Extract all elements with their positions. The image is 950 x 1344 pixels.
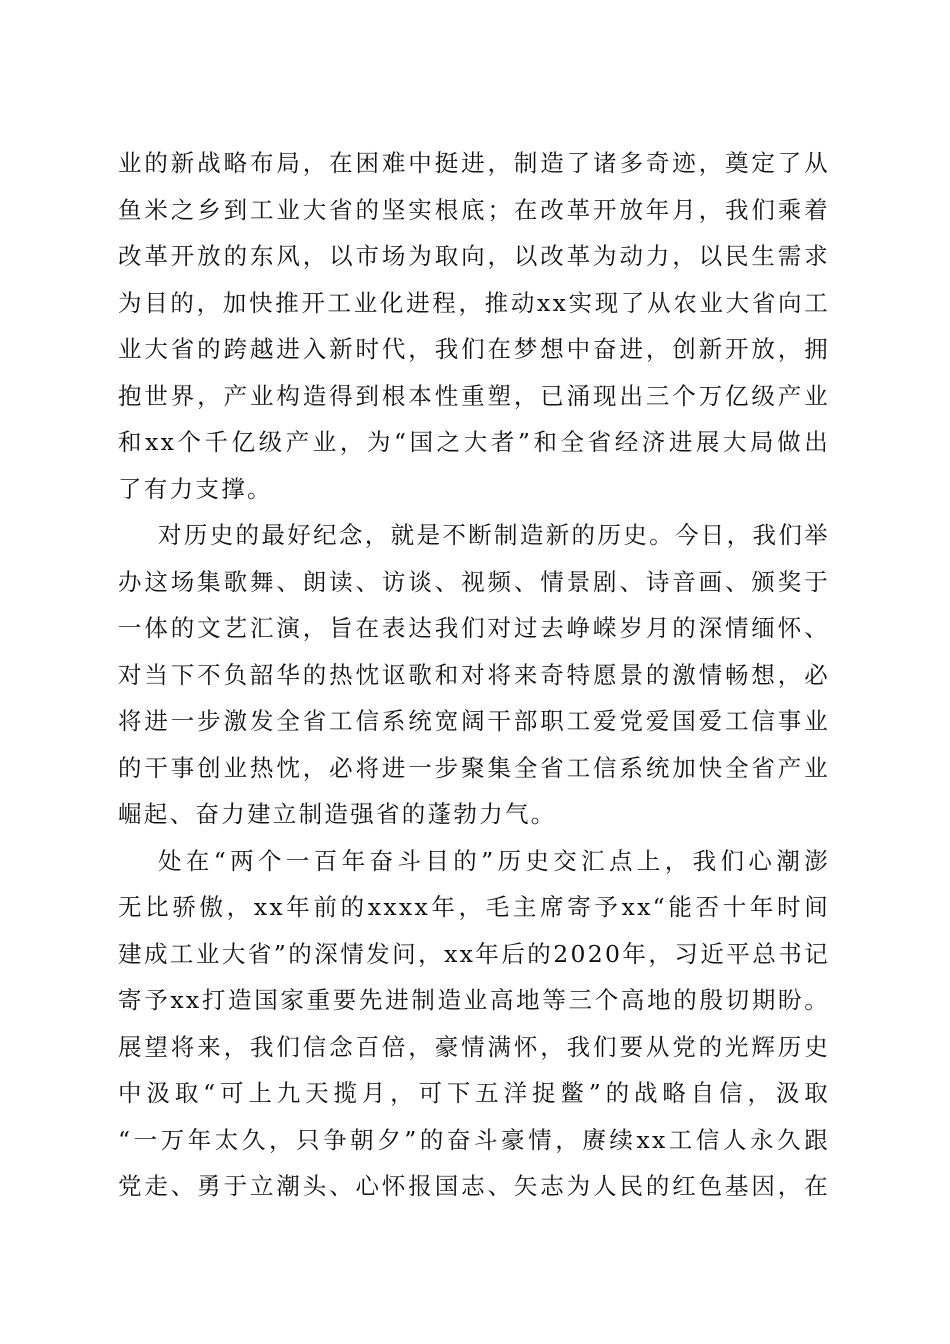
text-line: 寄予xx打造国家重要先进制造业高地等三个高地的殷切期盼。 (118, 986, 830, 1014)
text-line: 抱世界，产业构造得到根本性重塑，已涌现出三个万亿级产业 (118, 381, 830, 410)
text-line: 业大省的跨越进入新时代，我们在梦想中奋进，创新开放，拥 (118, 335, 830, 363)
text-line: 改革开放的东风，以市场为取向，以改革为动力，以民生需求 (118, 242, 830, 270)
text-line: 崛起、奋力建立制造强省的蓬勃力气。 (118, 800, 557, 828)
text-line: 和xx个千亿级产业，为“国之大者”和全省经济进展大局做出 (118, 428, 830, 456)
text-line: 一体的文艺汇演，旨在表达我们对过去峥嵘岁月的深情缅怀、 (118, 614, 830, 642)
text-line: 为目的，加快推开工业化进程，推动xx实现了从农业大省向工 (118, 288, 830, 317)
text-line: “一万年太久，只争朝夕”的奋斗豪情，赓续xx工信人永久跟 (118, 1125, 830, 1154)
text-line: 鱼米之乡到工业大省的坚实根底；在改革开放年月，我们乘着 (118, 195, 830, 224)
text-line: 对历史的最好纪念，就是不断制造新的历史。今日，我们举 (158, 521, 830, 549)
body-text (118, 140, 830, 1210)
text-line: 党走、勇于立潮头、心怀报国志、矢志为人民的红色基因，在 (118, 1172, 830, 1200)
text-line: 对当下不负韶华的热忱讴歌和对将来奇特愿景的激情畅想，必 (118, 660, 830, 689)
text-line: 无比骄傲，xx年前的xxxx年，毛主席寄予xx“能否十年时间 (118, 893, 830, 921)
text-line: 展望将来，我们信念百倍，豪情满怀，我们要从党的光辉历史 (118, 1032, 830, 1061)
text-line: 建成工业大省”的深情发问，xx年后的2020年，习近平总书记 (118, 939, 830, 968)
text-line: 了有力支撑。 (118, 474, 273, 503)
text-line: 中汲取“可上九天揽月，可下五洋捉鳖”的战略自信，汲取 (118, 1079, 830, 1107)
text-line: 处在“两个一百年奋斗目的”历史交汇点上，我们心潮澎 (158, 846, 830, 875)
text-line: 的干事创业热忱，必将进一步聚集全省工信系统加快全省产业 (118, 753, 830, 782)
text-line: 业的新战略布局，在困难中挺进，制造了诸多奇迹，奠定了从 (118, 149, 830, 177)
text-line: 办这场集歌舞、朗读、访谈、视频、情景剧、诗音画、颁奖于 (118, 567, 830, 596)
text-line: 将进一步激发全省工信系统宽阔干部职工爱党爱国爱工信事业 (118, 707, 830, 735)
